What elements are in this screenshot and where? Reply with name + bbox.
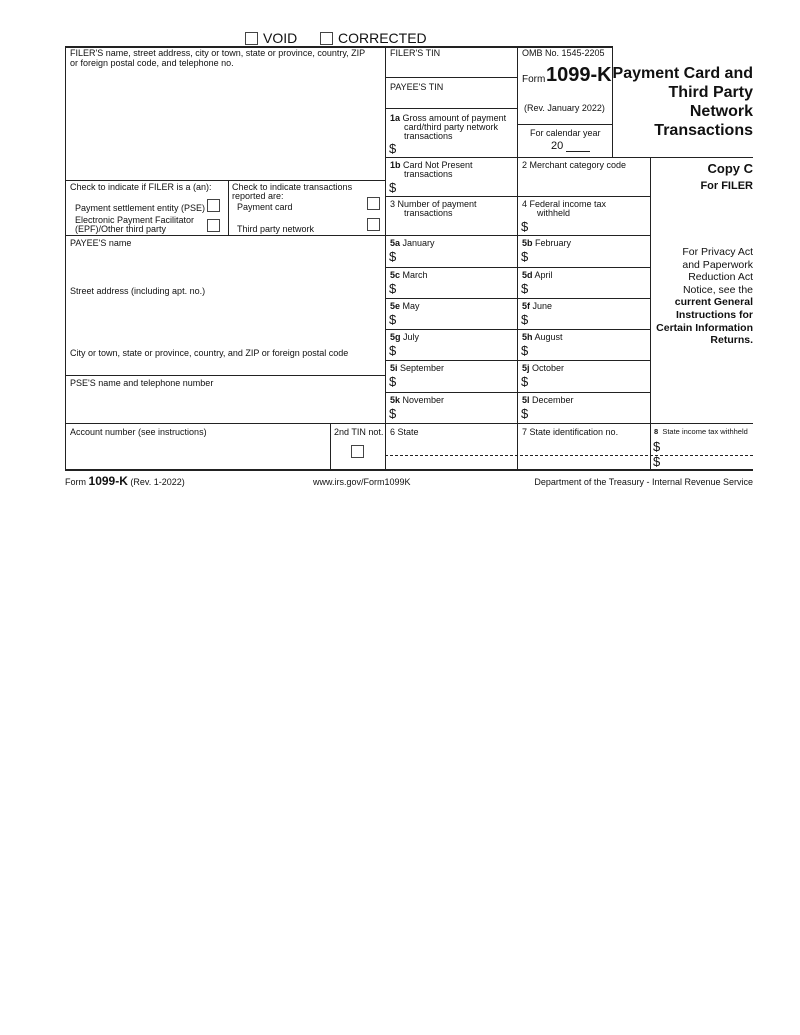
month-label-december xyxy=(522,395,574,405)
month-amount-september[interactable]: $ xyxy=(389,374,397,389)
box-4-label-2: withheld xyxy=(537,208,571,218)
month-name: December xyxy=(532,395,574,405)
box-1b-label-2: transactions xyxy=(404,169,453,179)
form-prefix: Form xyxy=(522,74,546,85)
month-amount-november[interactable]: $ xyxy=(389,406,397,421)
box-8-label xyxy=(654,427,748,437)
third-party-network-label: Third party network xyxy=(237,224,315,234)
line xyxy=(65,180,385,181)
form-name: 1099-K xyxy=(546,64,612,86)
line xyxy=(330,423,331,470)
month-label-june xyxy=(522,301,552,311)
month-name: February xyxy=(535,238,572,248)
box-3-label: 3 Number of payment xyxy=(390,199,477,209)
month-label-may xyxy=(390,301,420,311)
privacy-line: Instructions for xyxy=(675,308,753,321)
line xyxy=(650,235,651,423)
box-text: Card Not Present xyxy=(403,160,473,170)
line xyxy=(65,375,385,376)
month-name: January xyxy=(402,238,435,248)
box-7-label: 7 State identification no. xyxy=(522,427,619,437)
box-number: 5h xyxy=(522,332,533,342)
calendar-year-field[interactable] xyxy=(566,151,590,152)
box-1a-label-2: card/third party network xyxy=(404,122,499,132)
copy-for: For FILER xyxy=(700,180,753,192)
line xyxy=(385,329,650,330)
box-number: 5g xyxy=(390,332,401,342)
month-label-january xyxy=(390,238,435,248)
form-title-2: Third Party xyxy=(668,84,753,101)
pse-checkbox[interactable] xyxy=(207,199,220,212)
line xyxy=(385,392,650,393)
month-name: March xyxy=(402,270,428,280)
box-number: 5j xyxy=(522,363,530,373)
payee-name-label: PAYEE'S name xyxy=(70,238,132,248)
month-name: October xyxy=(532,363,565,373)
transactions-label: Check to indicate transactions xyxy=(232,182,353,192)
pse-name-label: PSE'S name and telephone number xyxy=(70,378,214,388)
month-name: April xyxy=(534,270,553,280)
box-text: Gross amount of payment xyxy=(402,113,507,123)
epf-label: Electronic Payment Facilitator xyxy=(75,215,195,225)
void-checkbox[interactable] xyxy=(245,32,258,45)
calendar-year-label: For calendar year xyxy=(530,128,601,138)
line xyxy=(385,77,517,78)
month-label-february xyxy=(522,238,571,248)
line xyxy=(517,124,612,125)
omb-number: OMB No. 1545-2205 xyxy=(522,48,605,58)
box-3-label-2: transactions xyxy=(404,208,453,218)
month-label-november xyxy=(390,395,444,405)
month-name: June xyxy=(532,301,553,311)
box-number: 5l xyxy=(522,395,530,405)
second-tin-label: 2nd TIN not. xyxy=(334,427,384,437)
month-amount-august[interactable]: $ xyxy=(521,343,529,358)
privacy-line: Certain Information xyxy=(656,321,753,334)
line xyxy=(385,298,650,299)
month-label-september xyxy=(390,363,444,373)
month-amount-december[interactable]: $ xyxy=(521,406,529,421)
form-rev: (Rev. January 2022) xyxy=(524,103,605,113)
month-amount-july[interactable]: $ xyxy=(389,343,397,358)
filer-type-label: Check to indicate if FILER is a (an): xyxy=(70,182,212,192)
epf-checkbox[interactable] xyxy=(207,219,220,232)
line xyxy=(65,423,753,424)
second-tin-checkbox[interactable] xyxy=(351,445,364,458)
line xyxy=(228,180,229,235)
month-label-august xyxy=(522,332,563,342)
line xyxy=(385,196,650,197)
month-label-july xyxy=(390,332,419,342)
filer-name-field[interactable] xyxy=(66,70,384,178)
box-number: 5d xyxy=(522,270,533,280)
payment-card-label: Payment card xyxy=(237,202,293,212)
box-number: 8 xyxy=(654,427,659,436)
month-amount-october[interactable]: $ xyxy=(521,374,529,389)
footer-form-id xyxy=(65,474,185,488)
box-text: State income tax withheld xyxy=(662,427,748,436)
dashed-line xyxy=(385,455,753,456)
month-name: July xyxy=(403,332,420,342)
form-title-3: Network xyxy=(689,103,753,120)
footer-form-name: 1099-K xyxy=(88,474,128,488)
month-label-april xyxy=(522,270,553,280)
box-number: 1b xyxy=(390,160,401,170)
privacy-line: For Privacy Act xyxy=(682,246,753,258)
box-8-dollar-1[interactable]: $ xyxy=(653,439,661,454)
box-number: 5c xyxy=(390,270,401,280)
month-name: May xyxy=(402,301,420,311)
line xyxy=(385,360,650,361)
epf-label-2: (EPF)/Other third party xyxy=(75,224,167,234)
line xyxy=(650,423,651,470)
box-number: 5e xyxy=(390,301,401,311)
footer-form-prefix: Form xyxy=(65,477,86,487)
footer-department: Department of the Treasury - Internal Revenue Service xyxy=(534,477,753,487)
box-number: 5b xyxy=(522,238,533,248)
form-title-1: Payment Card and xyxy=(612,65,753,82)
corrected-checkbox[interactable] xyxy=(320,32,333,45)
box-number: 5k xyxy=(390,395,401,405)
privacy-line: Returns. xyxy=(710,334,753,347)
transactions-label-2: reported are: xyxy=(232,191,284,201)
footer-rev: (Rev. 1-2022) xyxy=(130,477,185,487)
filer-tin-label: FILER'S TIN xyxy=(390,48,441,58)
line xyxy=(385,267,650,268)
line xyxy=(612,46,613,157)
street-address-label: Street address (including apt. no.) xyxy=(70,286,206,296)
month-amount-may[interactable]: $ xyxy=(389,312,397,327)
box-2-label: 2 Merchant category code xyxy=(522,160,627,170)
month-amount-april[interactable]: $ xyxy=(521,281,529,296)
box-1a-label-3: transactions xyxy=(404,131,453,141)
privacy-notice xyxy=(656,246,753,347)
month-name: November xyxy=(402,395,445,405)
box-4-label: 4 Federal income tax xyxy=(522,199,607,209)
box-number: 5f xyxy=(522,301,531,311)
payee-tin-label: PAYEE'S TIN xyxy=(390,82,444,92)
line xyxy=(65,469,753,471)
box-number: 5a xyxy=(390,238,401,248)
void-label: VOID xyxy=(263,30,298,46)
city-label: City or town, state or province, country, and ZIP or foreign postal code xyxy=(70,348,349,358)
box-4-dollar[interactable]: $ xyxy=(521,219,529,234)
copy-label: Copy C xyxy=(707,161,753,176)
line xyxy=(517,46,518,470)
box-1b-dollar[interactable]: $ xyxy=(389,180,397,195)
payment-card-checkbox[interactable] xyxy=(367,197,380,210)
month-amount-june[interactable]: $ xyxy=(521,312,529,327)
line xyxy=(385,157,753,158)
box-number: 1a xyxy=(390,113,401,123)
pse-label: Payment settlement entity (PSE) xyxy=(75,203,206,213)
calendar-year-prefix: 20 xyxy=(551,140,564,152)
box-8-dollar-2[interactable]: $ xyxy=(653,454,661,469)
month-amount-february[interactable]: $ xyxy=(521,249,529,264)
line xyxy=(65,235,650,236)
box-1a-dollar[interactable]: $ xyxy=(389,141,397,156)
month-amount-january[interactable]: $ xyxy=(389,249,397,264)
line xyxy=(385,108,517,109)
line xyxy=(385,46,386,470)
corrected-label: CORRECTED xyxy=(338,30,427,46)
month-name: August xyxy=(534,332,563,342)
line xyxy=(650,157,651,235)
third-party-network-checkbox[interactable] xyxy=(367,218,380,231)
filer-name-label-2: or foreign postal code, and telephone no. xyxy=(70,58,234,68)
month-label-october xyxy=(522,363,564,373)
month-label-march xyxy=(390,270,428,280)
privacy-line: Reduction Act xyxy=(688,271,753,284)
privacy-line: Notice, see the xyxy=(682,283,753,296)
form-title-4: Transactions xyxy=(654,122,753,139)
privacy-line: current General xyxy=(674,296,753,309)
month-name: September xyxy=(400,363,445,373)
box-6-label: 6 State xyxy=(390,427,419,437)
filer-name-label: FILER'S name, street address, city or town, state or province, country, ZIP xyxy=(70,48,366,58)
account-number-label: Account number (see instructions) xyxy=(70,427,207,437)
privacy-line: and Paperwork xyxy=(682,258,753,271)
footer-url[interactable]: www.irs.gov/Form1099K xyxy=(313,477,411,487)
month-amount-march[interactable]: $ xyxy=(389,281,397,296)
box-number: 5i xyxy=(390,363,398,373)
